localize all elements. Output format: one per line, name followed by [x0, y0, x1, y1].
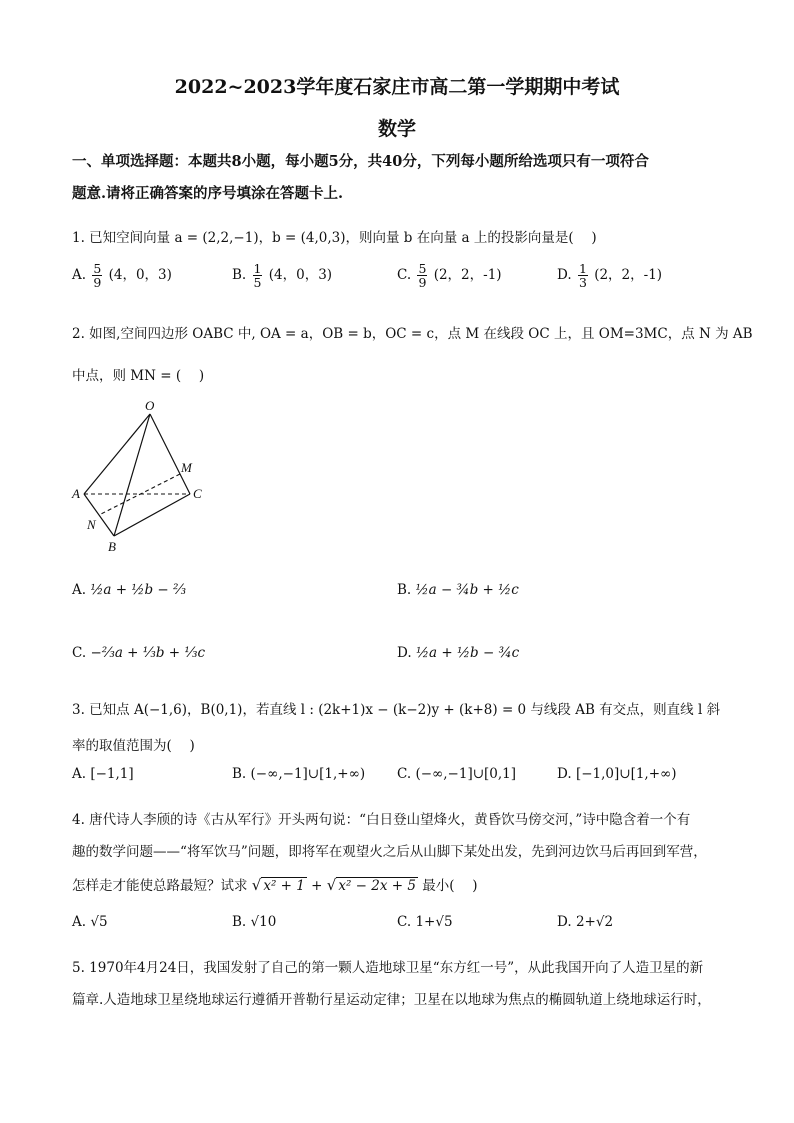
- option-label: C.: [397, 766, 412, 782]
- option-text: √5: [90, 914, 108, 930]
- option-text: (−∞,−1]∪[0,1]: [415, 766, 517, 782]
- numerator: 5: [93, 261, 102, 276]
- option-label: D.: [557, 914, 572, 930]
- q3-option-d: [557, 766, 677, 782]
- option-label: A.: [72, 914, 87, 930]
- option-vector: (2，2，-1): [433, 267, 502, 284]
- q4-option-a: [72, 914, 108, 930]
- label-a: A: [72, 486, 80, 501]
- option-label: A.: [72, 582, 87, 598]
- option-text: 2+√2: [575, 914, 614, 930]
- q3-option-a: [72, 766, 134, 782]
- option-label: B.: [232, 267, 247, 284]
- q1-option-c: [397, 262, 502, 289]
- denominator: 3: [578, 275, 587, 291]
- option-label: A.: [72, 766, 87, 782]
- q1-option-b: [232, 262, 332, 289]
- q3-stem-line1: 3. 已知点 A(−1,6)，B(0,1)，若直线 l : (2k+1)x − (k−2)y + (k+8) = 0 与线段 AB 有交点，则直线 l 斜: [72, 702, 721, 718]
- edge-ob: [114, 414, 150, 536]
- label-c: C: [193, 486, 202, 501]
- q1-option-d: [557, 262, 662, 289]
- q2-stem-line1: 2. 如图,空间四边形 OABC 中, OA = a，OB = b，OC = c，点 M 在线段 OC 上，且 OM=3MC，点 N 为 AB: [72, 326, 753, 342]
- option-expression: ½a + ½b − ⅔: [90, 582, 187, 598]
- page-title: 2022~2023学年度石家庄市高二第一学期期中考试: [174, 76, 620, 98]
- denominator: 9: [418, 275, 427, 291]
- coefficient-fraction: [417, 262, 427, 289]
- q4-option-c: [397, 914, 453, 930]
- coefficient-fraction: [253, 262, 263, 289]
- label-b: B: [108, 539, 116, 554]
- option-label: D.: [557, 267, 572, 284]
- q2-option-a: [72, 582, 186, 598]
- q2-option-d: [397, 645, 519, 661]
- option-expression: ½a − ¾b + ½c: [415, 582, 519, 598]
- label-o: O: [145, 398, 155, 413]
- section-heading-line2: 题意.请将正确答案的序号填涂在答题卡上.: [72, 185, 344, 202]
- tetrahedron-figure: [60, 396, 220, 556]
- numerator: 1: [253, 261, 262, 276]
- q1-stem: 1. 已知空间向量 a = (2,2,−1)，b = (4,0,3)，则向量 b 在向量 a 上的投影向量是( ): [72, 230, 597, 246]
- option-vector: (4，0，3): [268, 267, 333, 284]
- option-text: √10: [250, 914, 277, 930]
- q2-option-c: [72, 645, 205, 661]
- subject-title: 数学: [377, 118, 416, 140]
- q3-option-c: [397, 766, 516, 782]
- numerator: 1: [578, 261, 587, 276]
- option-label: B.: [232, 766, 247, 782]
- option-expression: −⅔a + ⅓b + ⅓c: [90, 645, 206, 661]
- option-label: B.: [232, 914, 247, 930]
- edge-oc: [150, 414, 190, 494]
- option-label: D.: [397, 645, 412, 661]
- coefficient-fraction: [578, 262, 588, 289]
- option-expression: ½a + ½b − ¾c: [415, 645, 520, 661]
- q4-stem-line3: [72, 874, 478, 894]
- q4-stem-line2: 趣的数学问题——“将军饮马”问题，即将军在观望火之后从山脚下某处出发，先到河边饮马后再回到军营，: [72, 844, 707, 860]
- label-n: N: [87, 517, 96, 532]
- q1-option-a: [72, 262, 172, 289]
- section-heading-line1: 一、单项选择题：本题共8小题，每小题5分，共40分，下列每小题所给选项只有一项符合: [72, 153, 649, 170]
- q4-stem-prefix: 怎样走才能使总路最短？试求: [72, 878, 248, 894]
- denominator: 5: [253, 275, 262, 291]
- option-label: A.: [72, 267, 87, 284]
- q4-stem-suffix: 最小( ): [422, 878, 478, 894]
- q3-stem-line2: 率的取值范围为( ): [72, 738, 195, 754]
- option-label: B.: [397, 582, 412, 598]
- option-vector: (2，2，-1): [594, 267, 663, 284]
- option-text: 1+√5: [415, 914, 453, 930]
- option-label: C.: [397, 267, 412, 284]
- option-label: C.: [397, 914, 412, 930]
- q4-option-b: [232, 914, 276, 930]
- coefficient-fraction: [92, 262, 102, 289]
- q5-stem-line1: 5. 1970年4月24日，我国发射了自己的第一颗人造地球卫星“东方红一号”，从此我国开向了人造卫星的新: [72, 960, 704, 976]
- edge-oa: [84, 414, 150, 494]
- q5-stem-line2: 篇章.人造地球卫星绕地球运行遵循开普勒行星运动定律；卫星在以地球为焦点的椭圆轨道上绕地球运行时，: [72, 992, 711, 1008]
- q2-option-b: [397, 582, 519, 598]
- option-text: [−1,1]: [90, 766, 134, 782]
- q4-option-d: [557, 914, 613, 930]
- denominator: 9: [93, 275, 102, 291]
- segment-mn: [99, 474, 180, 515]
- q3-option-b: [232, 766, 365, 782]
- edge-bc: [114, 494, 190, 536]
- option-vector: (4，0，3): [108, 267, 172, 284]
- option-label: D.: [557, 766, 572, 782]
- q4-expression: √ x² + 1 + √ x² − 2x + 5: [251, 876, 416, 894]
- option-text: [−1,0]∪[1,+∞): [575, 766, 677, 782]
- numerator: 5: [418, 261, 427, 276]
- q4-stem-line1: 4. 唐代诗人李颀的诗《古从军行》开头两句说：“白日登山望烽火，黄昏饮马傍交河，”诗中隐含着一个有: [72, 812, 691, 828]
- option-label: C.: [72, 645, 87, 661]
- option-text: (−∞,−1]∪[1,+∞): [250, 766, 366, 782]
- label-m: M: [181, 460, 192, 475]
- q2-stem-line2: 中点，则 MN = ( ): [72, 368, 205, 384]
